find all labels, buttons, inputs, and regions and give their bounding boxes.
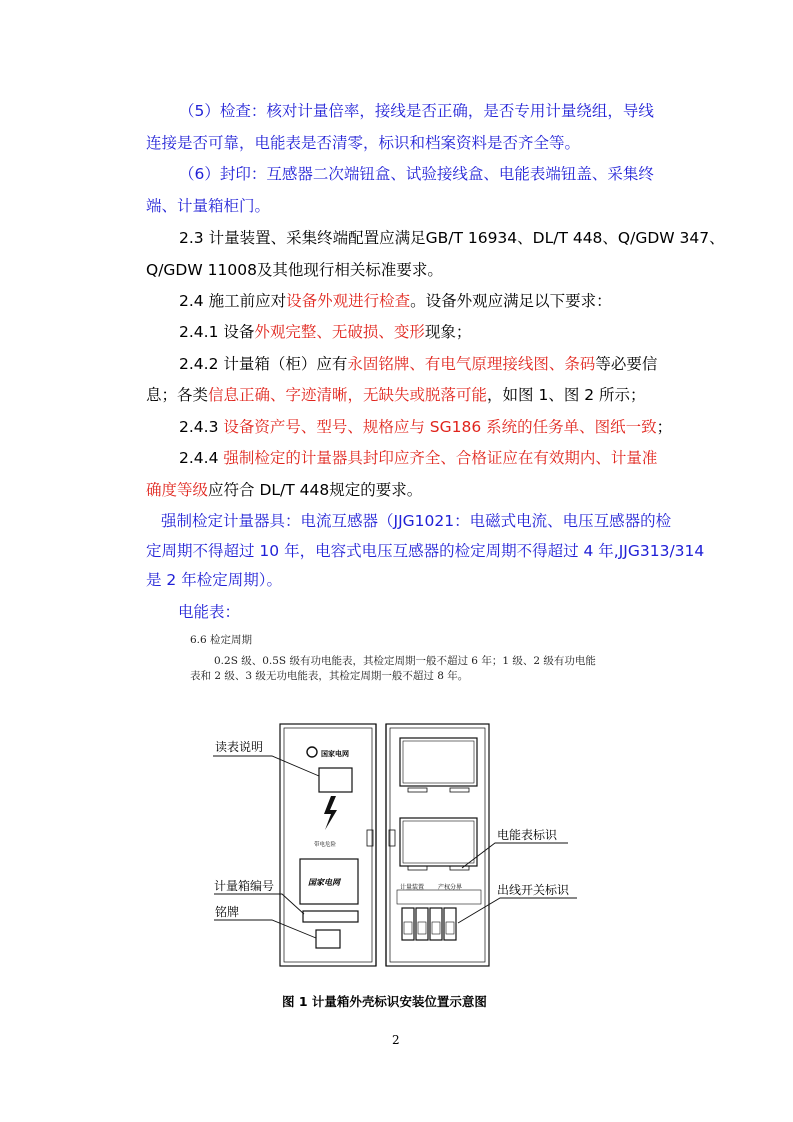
page-number: 2 xyxy=(392,1033,400,1047)
force-note-line-2: 定周期不得超过 10 年，电容式电压互感器的检定周期不得超过 4 年,JJG313/314 xyxy=(146,542,705,560)
para-2-4-4-c: 确度等级 xyxy=(146,481,209,499)
label-meter-id: 电能表标识 xyxy=(497,828,558,842)
para-2-4-b: 设备外观进行检查 xyxy=(286,292,411,310)
force-note-line-1: 强制检定计量器具：电流互感器（JJG1021：电磁式电流、电压互感器的检 xyxy=(161,512,672,530)
meter-window-bottom xyxy=(400,818,477,866)
para-2-4-1-c: 现象； xyxy=(424,323,472,341)
para-2-4-2-d: 息；各类 xyxy=(146,386,209,404)
para-2-4-3-c: ； xyxy=(656,418,673,436)
para-2-4-2-line-1 xyxy=(179,354,657,374)
reading-note-plate xyxy=(319,768,352,792)
box-number-strip xyxy=(303,911,358,922)
cabinet-outlet-text: 产权分界 xyxy=(438,884,463,891)
lightning-icon xyxy=(324,796,337,830)
para-2-4-3-a: 2.4.3 xyxy=(179,418,224,436)
para-2-4-2-line-2 xyxy=(146,385,646,405)
para-2-4-2-b: 永固铭牌、有电气原理接线图、条码 xyxy=(347,355,596,373)
para-2-4 xyxy=(179,291,612,311)
leader-meter-id xyxy=(462,843,568,868)
force-note-line-3: 是 2 年检定周期）。 xyxy=(146,571,282,589)
para-2-4-3 xyxy=(179,417,672,437)
para-2-4-2-c: 等必要信 xyxy=(595,355,658,373)
label-box-number: 计量箱编号 xyxy=(214,879,275,893)
para-2-4-1 xyxy=(179,322,471,342)
cabinet-metering-text: 计量装置 xyxy=(400,884,425,891)
excerpt-heading: 6.6 检定周期 xyxy=(190,634,253,646)
para-2-4-2-f: ，如图 1、图 2 所示； xyxy=(487,386,646,404)
leader-reading xyxy=(213,756,319,776)
para-2-4-1-a: 2.4.1 设备 xyxy=(179,323,255,341)
nameplate xyxy=(316,930,340,948)
excerpt-line-1: 0.2S 级、0.5S 级有功电能表，其检定周期一般不超过 6 年；1 级、2 级有功电能 xyxy=(214,655,596,667)
para-2-4-4-line-1 xyxy=(179,448,657,468)
para-2-4-1-b: 外观完整、无破损、变形 xyxy=(254,323,425,341)
para-2-4-4-b: 强制检定的计量器具封印应齐全、合格证应在有效期内、计量准 xyxy=(223,449,658,467)
figure-caption: 图 1 计量箱外壳标识安装位置示意图 xyxy=(282,994,487,1009)
para-2-4-4-d: 应符合 DL/T 448规定的要求。 xyxy=(208,481,423,499)
metering-box-figure xyxy=(200,718,590,978)
cabinet-warning-text: 带电危险 xyxy=(314,842,337,848)
para-2-4-2-e: 信息正确、字迹清晰，无缺失或脱落可能 xyxy=(208,386,488,404)
leader-nameplate xyxy=(214,920,316,938)
para-6-line-2: 端、计量箱柜门。 xyxy=(146,197,271,215)
label-reading-note: 读表说明 xyxy=(215,740,264,754)
para-2-4-c: 。设备外观应满足以下要求： xyxy=(410,292,612,310)
label-nameplate: 铭牌 xyxy=(215,905,240,919)
para-5-line-2: 连接是否可靠，电能表是否清零，标识和档案资料是否齐全等。 xyxy=(146,134,581,152)
meter-heading: 电能表： xyxy=(178,603,241,621)
para-2-4-a: 2.4 施工前应对 xyxy=(179,292,287,310)
excerpt-line-2: 表和 2 级、3 级无功电能表，其检定周期一般不超过 8 年。 xyxy=(190,670,469,682)
para-6-line-1: （6）封印：互感器二次端钮盒、试验接线盒、电能表端钮盖、采集终 xyxy=(179,165,654,183)
para-2-4-3-b: 设备资产号、型号、规格应与 SG186 系统的任务单、图纸一致 xyxy=(223,418,657,436)
para-2-4-4-a: 2.4.4 xyxy=(179,449,224,467)
cabinet-logo-text: 国家电网 xyxy=(321,750,349,758)
para-2-3-line-1: 2.3 计量装置、采集终端配置应满足GB/T 16934、DL/T 448、Q/GDW 347、 xyxy=(179,229,725,247)
meter-window-top xyxy=(400,738,477,786)
para-2-4-2-a: 2.4.2 计量箱（柜）应有 xyxy=(179,355,348,373)
para-2-3-line-2: Q/GDW 11008及其他现行相关标准要求。 xyxy=(146,261,443,279)
label-switch-id: 出线开关标识 xyxy=(497,883,570,897)
cabinet-badge-text: 国家电网 xyxy=(308,878,340,887)
para-2-4-4-line-2 xyxy=(146,480,422,500)
outlet-switches xyxy=(402,908,456,940)
leader-switch-id xyxy=(458,898,577,923)
para-5-line-1: （5）检查：核对计量倍率，接线是否正确，是否专用计量绕组，导线 xyxy=(179,102,654,120)
